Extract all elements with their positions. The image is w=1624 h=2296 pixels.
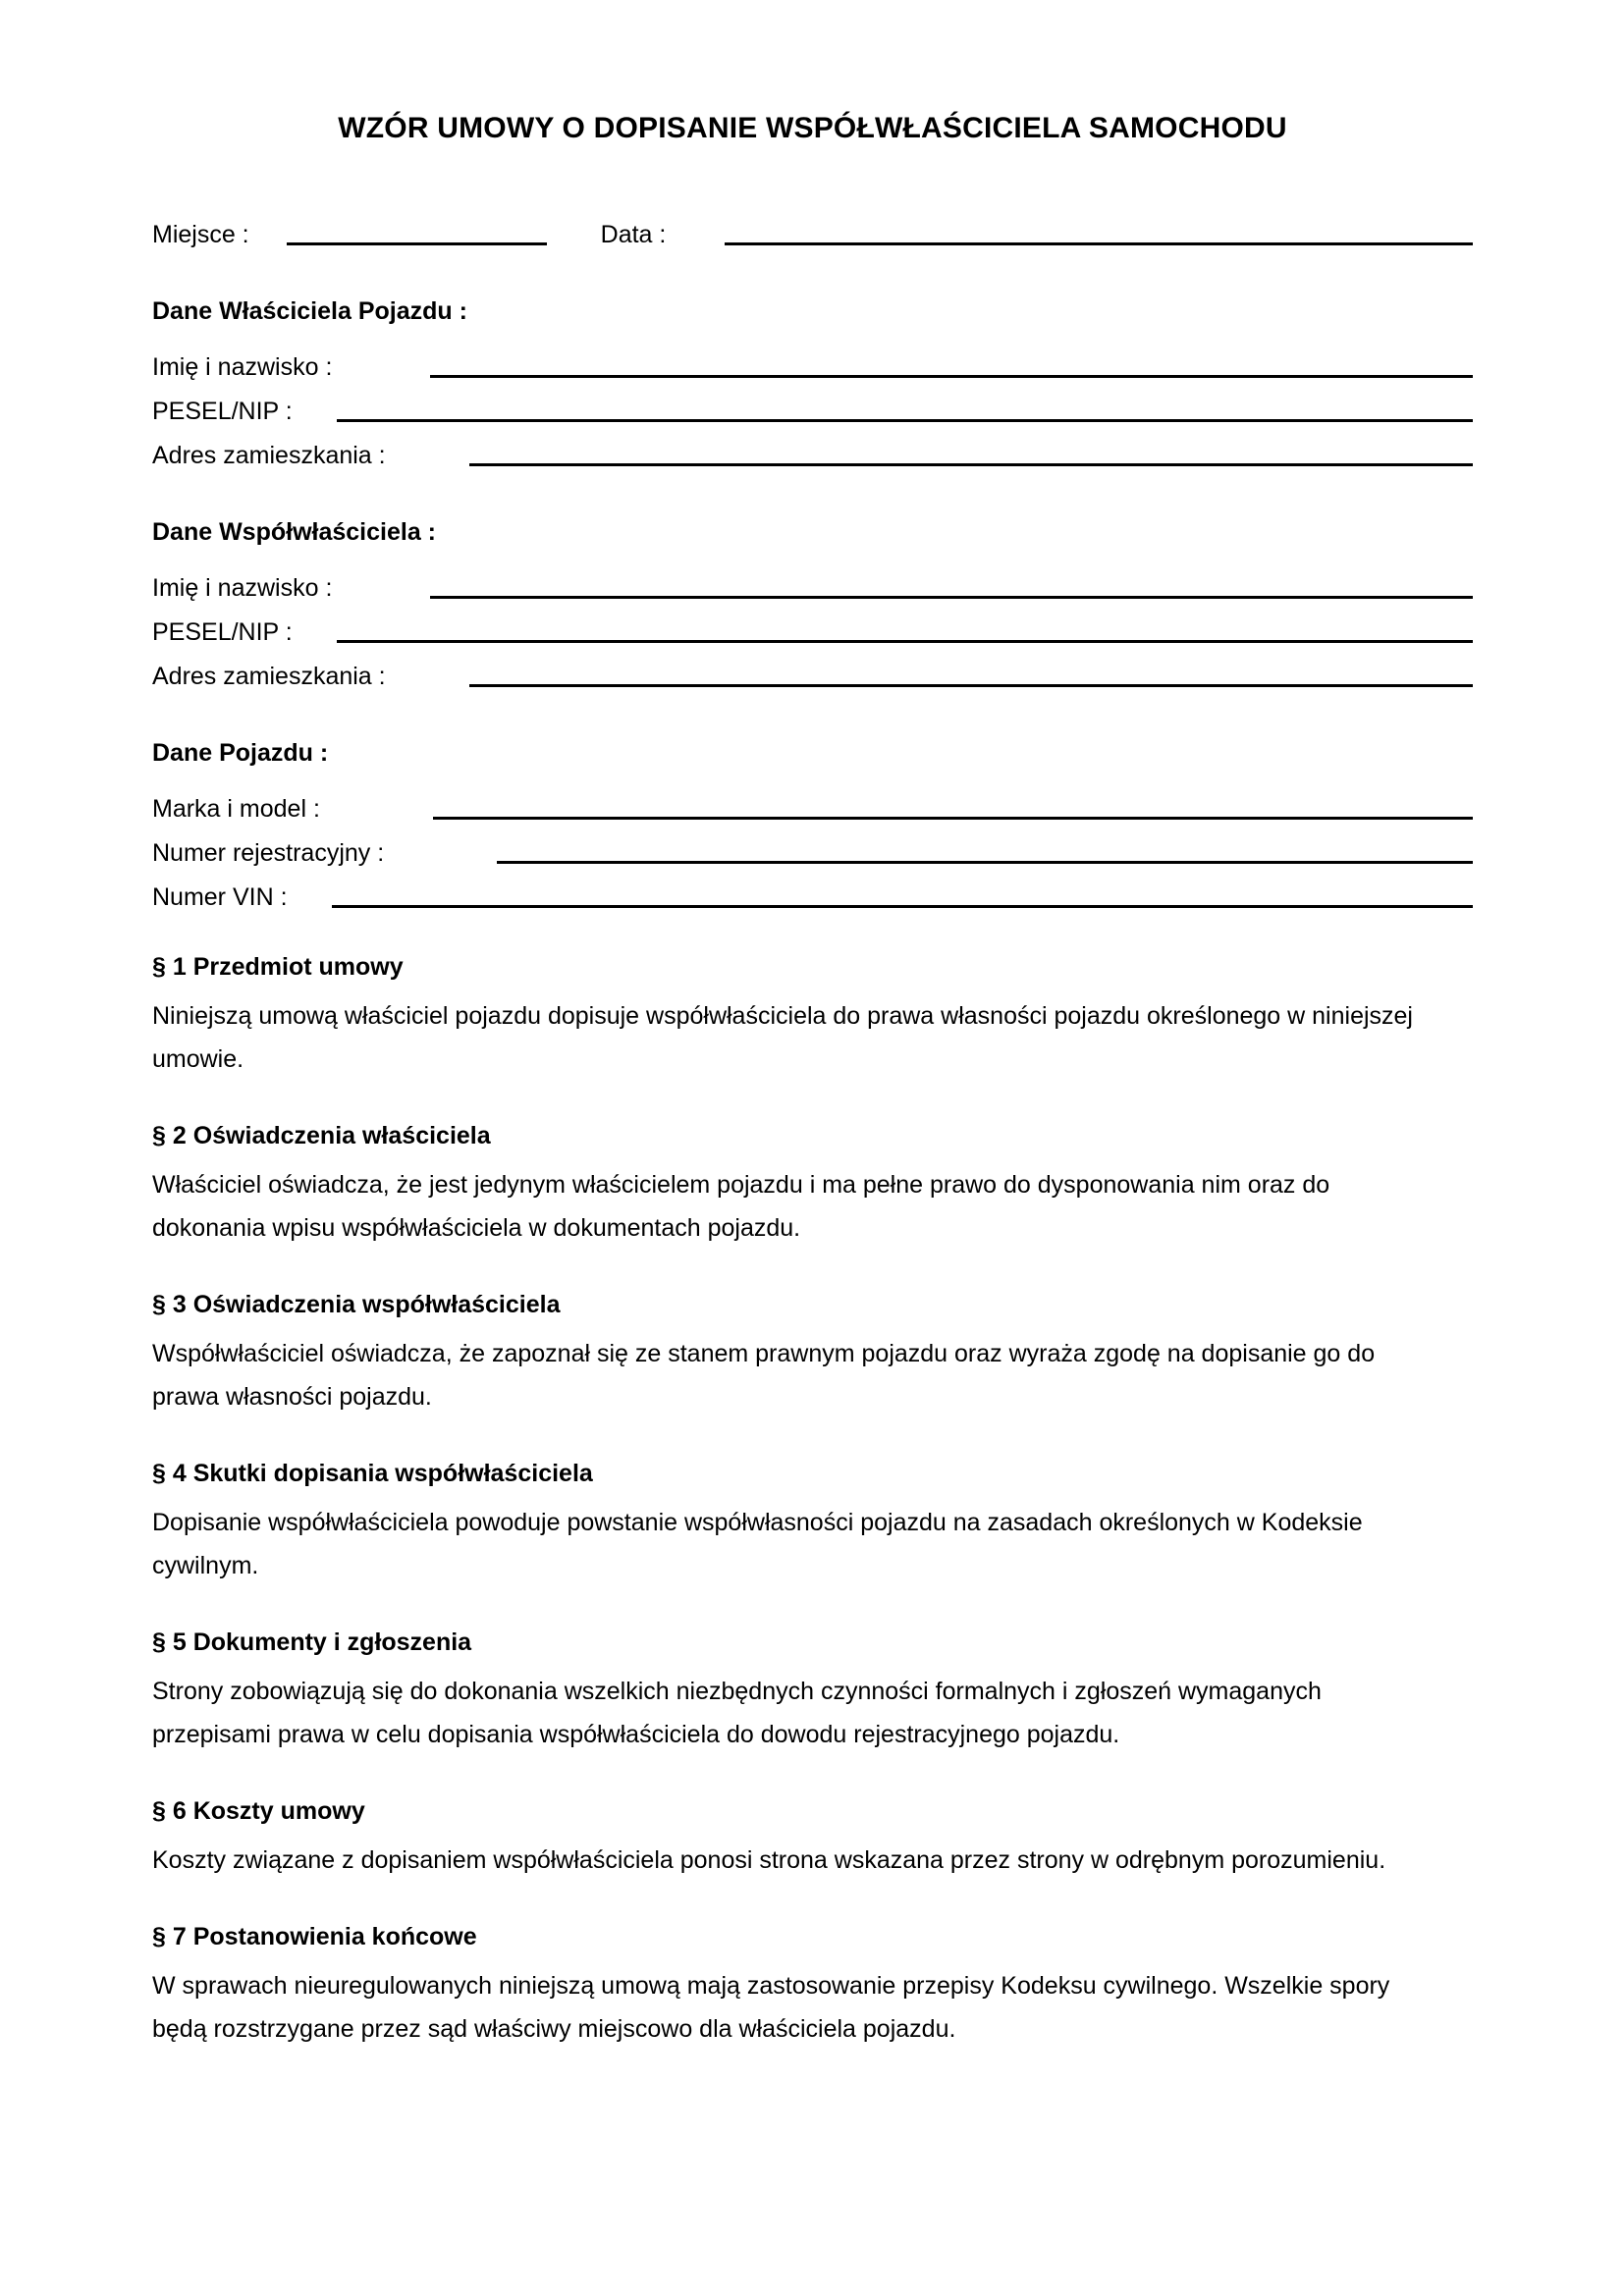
clause-1-heading: § 1 Przedmiot umowy [152, 952, 404, 981]
owner-address-input-line[interactable] [469, 463, 1473, 466]
coowner-address-row [152, 647, 1473, 691]
owner-pesel-row [152, 382, 1473, 426]
clause-3 [152, 1289, 1473, 1418]
owner-pesel-input-line[interactable] [337, 419, 1473, 422]
owner-name-input-line[interactable] [430, 375, 1473, 378]
document-content [152, 0, 1473, 2051]
clause-7-body: W sprawach nieuregulowanych niniejszą umową mają zastosowanie przepisy Kodeksu cywilnego. Wszelkie spory będą rozstrzygane przez sąd właściwy miejscowo dla właściciela pojazdu. [152, 1971, 1390, 2043]
clause-6-body: Koszty związane z dopisaniem współwłaściciela ponosi strona wskazana przez strony w odrębnym porozumieniu. [152, 1845, 1386, 1874]
clause-7-heading: § 7 Postanowienia końcowe [152, 1922, 477, 1950]
owner-section-heading: Dane Właściciela Pojazdu : [152, 296, 467, 325]
coowner-pesel-input-line[interactable] [337, 640, 1473, 643]
clause-5-body: Strony zobowiązują się do dokonania wszelkich niezbędnych czynności formalnych i zgłoszeń wymaganych przepisami prawa w celu dopisania współwłaściciela do dowodu rejestracyjnego pojazdu. [152, 1677, 1322, 1748]
vehicle-section-heading: Dane Pojazdu : [152, 738, 329, 767]
clause-3-heading: § 3 Oświadczenia współwłaściciela [152, 1290, 561, 1318]
coowner-pesel-row [152, 603, 1473, 647]
clause-4-body: Dopisanie współwłaściciela powoduje powstanie współwłasności pojazdu na zasadach określonych w Kodeksie cywilnym. [152, 1508, 1363, 1579]
owner-name-row [152, 338, 1473, 382]
clause-6-heading: § 6 Koszty umowy [152, 1796, 365, 1825]
place-date-row [152, 208, 1473, 249]
vehicle-make-row [152, 779, 1473, 824]
clause-4-heading: § 4 Skutki dopisania współwłaściciela [152, 1459, 593, 1487]
owner-section [152, 296, 1473, 470]
clause-2 [152, 1120, 1473, 1250]
coowner-pesel-label: PESEL/NIP : [152, 617, 293, 646]
coowner-section-heading: Dane Współwłaściciela : [152, 517, 436, 546]
clause-5 [152, 1627, 1473, 1756]
vehicle-plate-input-line[interactable] [497, 861, 1473, 864]
clause-2-heading: § 2 Oświadczenia właściciela [152, 1121, 491, 1149]
coowner-address-input-line[interactable] [469, 684, 1473, 687]
place-label: Miejsce : [152, 220, 249, 248]
vehicle-make-input-line[interactable] [433, 817, 1473, 820]
clause-3-body: Współwłaściciel oświadcza, że zapoznał się ze stanem prawnym pojazdu oraz wyraża zgodę na dopisanie go do prawa własności pojazdu. [152, 1339, 1376, 1411]
owner-pesel-label: PESEL/NIP : [152, 397, 293, 425]
coowner-name-label: Imię i nazwisko : [152, 573, 333, 602]
clause-2-body: Właściciel oświadcza, że jest jedynym właścicielem pojazdu i ma pełne prawo do dysponowania nim oraz do dokonania wpisu współwłaściciela w dokumentach pojazdu. [152, 1170, 1330, 1242]
vehicle-plate-label: Numer rejestracyjny : [152, 838, 385, 867]
page-title: WZÓR UMOWY O DOPISANIE WSPÓŁWŁAŚCICIELA SAMOCHODU [338, 112, 1287, 144]
vehicle-vin-label: Numer VIN : [152, 882, 288, 911]
coowner-name-input-line[interactable] [430, 596, 1473, 599]
date-input-line[interactable] [725, 242, 1473, 245]
owner-address-row [152, 426, 1473, 470]
date-label: Data : [600, 220, 667, 248]
clause-1 [152, 951, 1473, 1081]
coowner-address-label: Adres zamieszkania : [152, 662, 386, 690]
vehicle-vin-row [152, 868, 1473, 912]
coowner-name-row [152, 559, 1473, 603]
vehicle-make-label: Marka i model : [152, 794, 320, 823]
clause-5-heading: § 5 Dokumenty i zgłoszenia [152, 1628, 472, 1656]
clause-7 [152, 1921, 1473, 2051]
coowner-section [152, 517, 1473, 691]
clause-1-body: Niniejszą umową właściciel pojazdu dopisuje współwłaściciela do prawa własności pojazdu określonego w niniejszej umowie. [152, 1001, 1413, 1073]
vehicle-section [152, 738, 1473, 912]
clause-6 [152, 1795, 1473, 1882]
owner-name-label: Imię i nazwisko : [152, 352, 333, 381]
vehicle-vin-input-line[interactable] [332, 905, 1473, 908]
place-input-line[interactable] [287, 242, 547, 245]
owner-address-label: Adres zamieszkania : [152, 441, 386, 469]
vehicle-plate-row [152, 824, 1473, 868]
clause-4 [152, 1458, 1473, 1587]
